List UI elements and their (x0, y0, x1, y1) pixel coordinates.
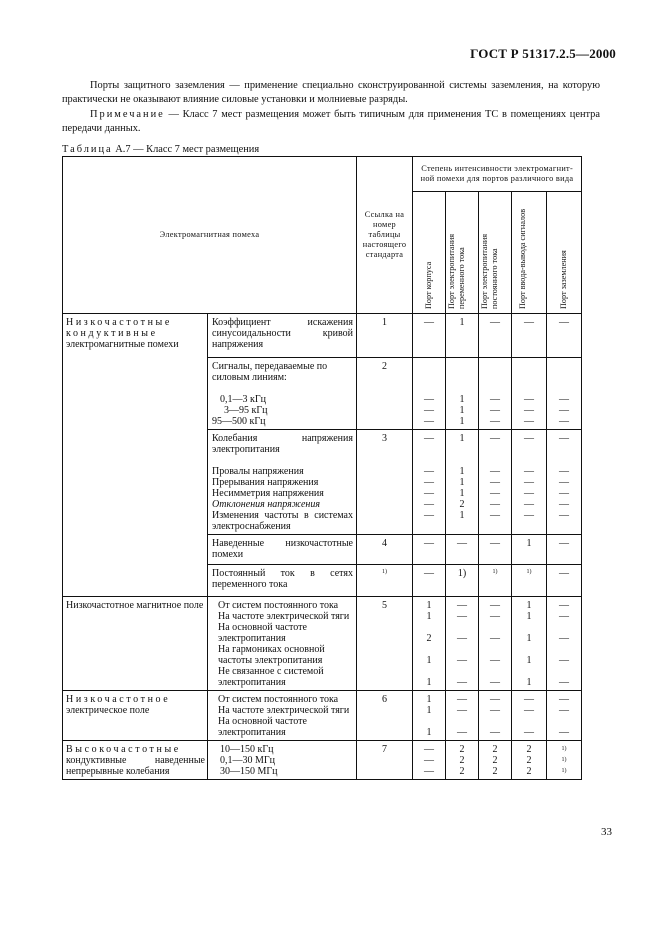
table-row (63, 314, 582, 358)
row-ref: 4 (357, 535, 413, 565)
table-row (63, 741, 582, 780)
group-lf-magnetic: Низкочастотное магнитное поле (63, 597, 208, 691)
cell: 1 1 2 1 1 (413, 597, 446, 691)
cell: — — — (547, 691, 582, 741)
cell: — — — (479, 691, 512, 741)
cell: — (512, 314, 547, 358)
note-label: Примечание (90, 109, 165, 120)
row-thd-name: Коэффициент искажения синусоидальности кривой напряжения (208, 314, 357, 358)
row-hf-sub: 10—150 кГц 0,1—30 МГц 30—150 МГц (208, 741, 357, 780)
row-induced-lf-name: Наведенные низкочастотные помехи (208, 535, 357, 565)
row-ref: 6 (357, 691, 413, 741)
emi-table (62, 156, 582, 780)
cell: — (547, 565, 582, 597)
cell: — — — (512, 691, 547, 741)
cell: 2 2 2 (479, 741, 512, 780)
row-magnetic-sub: От систем постоянного тока На частоте электрической тяги На основной частоте электропитания На гармониках основной частоты электропитания Не связанное с системой электропитания (208, 597, 357, 691)
cell: — — — (479, 358, 512, 430)
cell: 1 1 1 1 1 (512, 597, 547, 691)
cell: 2 2 2 (446, 741, 479, 780)
cell: — (446, 535, 479, 565)
row-electric-sub: От систем постоянного тока На частоте электрической тяги На основной частоте электропитания (208, 691, 357, 741)
cell: — (413, 314, 446, 358)
group-hf-conducted: Высокочастотные кондуктивные наведенные непрерывные колебания (63, 741, 208, 780)
page-number: 33 (601, 826, 612, 838)
cell: — — — (547, 358, 582, 430)
header-ref: Ссылка на номер таблицы настоящего стандарта (357, 157, 413, 314)
cell: 1) 1) 1) (547, 741, 582, 780)
row-ref: 3 (357, 430, 413, 535)
cell: — — — (512, 358, 547, 430)
cell: — — — (446, 691, 479, 741)
group-lf-electric: Низкочастотное электрическое поле (63, 691, 208, 741)
cell: — — — — — (547, 597, 582, 691)
cell: — — — — — — (547, 430, 582, 535)
cell: — (479, 535, 512, 565)
header-emi: Электромагнитная помеха (63, 157, 357, 314)
cell: — (479, 314, 512, 358)
cell: 1 (512, 535, 547, 565)
cell: 1 1 1 1 2 1 (446, 430, 479, 535)
row-ref: 1 (357, 314, 413, 358)
row-ref: 7 (357, 741, 413, 780)
paragraph-note: Примечание — Класс 7 мест размещения может быть типичным для применения ТС в помещениях центра передачи данных. (62, 109, 600, 134)
row-dc-in-ac-name: Постоянный ток в сетях переменного тока (208, 565, 357, 597)
cell: 1 1 1 (413, 691, 446, 741)
table-caption: Таблица А.7 — Класс 7 мест размещения (62, 144, 260, 155)
header-degree: Степень интенсивности электромагнитной помехи для портов различного вида (413, 157, 582, 192)
cell: — (547, 314, 582, 358)
cell: — (547, 535, 582, 565)
cell: — — — — — — (479, 430, 512, 535)
row-signals-name: Сигналы, передаваемые по силовым линиям: 0,1—3 кГц 3—95 кГц 95—500 кГц (208, 358, 357, 430)
cell: 1) (512, 565, 547, 597)
cell: 2 2 2 (512, 741, 547, 780)
header-port-enclosure: Порт корпуса (413, 192, 446, 314)
header-port-ground: Порт заземления (547, 192, 582, 314)
cell: — (413, 535, 446, 565)
table-header-row (63, 157, 582, 192)
table-row (63, 597, 582, 691)
cell: 1 1 1 (446, 358, 479, 430)
table-row (63, 691, 582, 741)
row-ref: 5 (357, 597, 413, 691)
cell: — — — (413, 358, 446, 430)
cell: 1 (446, 314, 479, 358)
row-ref: 2 (357, 358, 413, 430)
group-lf-conducted: Низкочастотные кондуктивные электромагнитные помехи (63, 314, 208, 597)
paragraph-grounding-ports: Порты защитного заземления — применение специально сконструированной системы заземления, на которую практически не оказывают влияние силовые установки и молниевые разряды. (62, 80, 600, 105)
cell: — (413, 565, 446, 597)
cell: — — — — — (446, 597, 479, 691)
cell: — — — — — — (413, 430, 446, 535)
cell: 1) (357, 565, 413, 597)
cell: — — — — — — (512, 430, 547, 535)
cell: 1) (479, 565, 512, 597)
header-port-ac: Порт электропитания переменного тока (446, 192, 479, 314)
cell: 1) (446, 565, 479, 597)
cell: — — — — — (479, 597, 512, 691)
header-port-signal: Порт ввода-вывода сигналов (512, 192, 547, 314)
cell: — — — (413, 741, 446, 780)
row-voltage-fluct-name: Колебания напряжения электропитания Провалы напряжения Прерывания напряжения Несимметрия напряжения Отклонения напряжения Изменения частоты в системах электроснабжения (208, 430, 357, 535)
header-port-dc: Порт электропитания постоянного тока (479, 192, 512, 314)
document-id: ГОСТ Р 51317.2.5—2000 (470, 46, 616, 61)
